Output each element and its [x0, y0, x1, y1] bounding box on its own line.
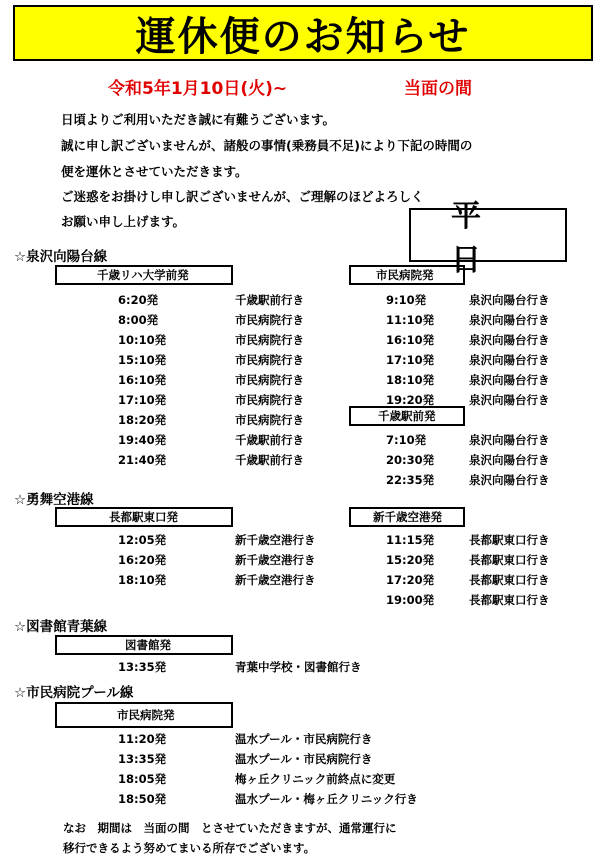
- departure-time: 6:20発: [118, 293, 159, 307]
- destination: 温水プール・梅ヶ丘クリニック行き: [235, 792, 418, 806]
- departure-time: 8:00発: [118, 313, 159, 327]
- date-range: 令和5年1月10日(火)~: [108, 79, 288, 99]
- destination: 温水プール・市民病院行き: [235, 752, 373, 766]
- departure-time: 19:20発: [386, 393, 435, 407]
- stop-header: 新千歳空港発: [349, 507, 465, 527]
- destination: 泉沢向陽台行き: [469, 333, 550, 347]
- destination: 泉沢向陽台行き: [469, 433, 550, 447]
- stop-header: 市民病院発: [55, 702, 233, 728]
- destination: 千歳駅前行き: [235, 453, 304, 467]
- destination: 新千歳空港行き: [235, 573, 316, 587]
- departure-time: 19:40発: [118, 433, 167, 447]
- departure-time: 19:00発: [386, 593, 435, 607]
- departure-time: 10:10発: [118, 333, 167, 347]
- page-title: 運休便のお知らせ: [13, 5, 593, 61]
- departure-time: 15:10発: [118, 353, 167, 367]
- destination: 泉沢向陽台行き: [469, 393, 550, 407]
- departure-time: 18:10発: [386, 373, 435, 387]
- destination: 新千歳空港行き: [235, 533, 316, 547]
- destination: 市民病院行き: [235, 333, 304, 347]
- departure-time: 11:15発: [386, 533, 435, 547]
- departure-time: 18:10発: [118, 573, 167, 587]
- destination: 市民病院行き: [235, 373, 304, 387]
- destination: 市民病院行き: [235, 413, 304, 427]
- day-type-badge: 平日: [409, 208, 567, 262]
- departure-time: 20:30発: [386, 453, 435, 467]
- departure-time: 21:40発: [118, 453, 167, 467]
- departure-time: 22:35発: [386, 473, 435, 487]
- intro-line: お願い申し上げます。: [61, 214, 186, 229]
- destination: 梅ヶ丘クリニック前終点に変更: [235, 772, 396, 786]
- destination: 長都駅東口行き: [469, 533, 550, 547]
- departure-time: 11:20発: [118, 732, 167, 746]
- departure-time: 9:10発: [386, 293, 427, 307]
- destination: 長都駅東口行き: [469, 573, 550, 587]
- period-label: 当面の間: [404, 79, 472, 99]
- departure-time: 17:10発: [118, 393, 167, 407]
- departure-time: 16:10発: [118, 373, 167, 387]
- destination: 温水プール・市民病院行き: [235, 732, 373, 746]
- destination: 長都駅東口行き: [469, 553, 550, 567]
- departure-time: 13:35発: [118, 660, 167, 674]
- intro-line: ご迷惑をお掛けし申し訳ございませんが、ご理解のほどよろしく: [61, 189, 424, 204]
- destination: 千歳駅前行き: [235, 433, 304, 447]
- destination: 長都駅東口行き: [469, 593, 550, 607]
- departure-time: 11:10発: [386, 313, 435, 327]
- destination: 泉沢向陽台行き: [469, 453, 550, 467]
- destination: 泉沢向陽台行き: [469, 373, 550, 387]
- destination: 泉沢向陽台行き: [469, 293, 550, 307]
- departure-time: 17:10発: [386, 353, 435, 367]
- departure-time: 12:05発: [118, 533, 167, 547]
- departure-time: 16:20発: [118, 553, 167, 567]
- destination: 泉沢向陽台行き: [469, 353, 550, 367]
- departure-time: 18:50発: [118, 792, 167, 806]
- departure-time: 13:35発: [118, 752, 167, 766]
- destination: 市民病院行き: [235, 393, 304, 407]
- intro-line: 誠に申し訳ございませんが、諸般の事情(乗務員不足)により下記の時間の: [61, 138, 473, 153]
- stop-header: 千歳駅前発: [349, 406, 465, 426]
- destination: 千歳駅前行き: [235, 293, 304, 307]
- line-title-library: ☆図書館青葉線: [14, 619, 108, 635]
- line-title-izumisawa: ☆泉沢向陽台線: [14, 249, 108, 265]
- footer-note: なお 期間は 当面の間 とさせていただきますが、通常運行に: [63, 821, 397, 835]
- destination: 新千歳空港行き: [235, 553, 316, 567]
- destination: 青葉中学校・図書館行き: [235, 660, 362, 674]
- footer-note: 移行できるよう努めてまいる所存でございます。: [63, 841, 316, 855]
- departure-time: 17:20発: [386, 573, 435, 587]
- stop-header: 長都駅東口発: [55, 507, 233, 527]
- line-title-yufutsu: ☆勇舞空港線: [14, 492, 94, 508]
- departure-time: 18:20発: [118, 413, 167, 427]
- destination: 泉沢向陽台行き: [469, 313, 550, 327]
- stop-header: 市民病院発: [349, 265, 465, 285]
- destination: 市民病院行き: [235, 353, 304, 367]
- line-title-pool: ☆市民病院プール線: [14, 685, 134, 701]
- departure-time: 18:05発: [118, 772, 167, 786]
- departure-time: 15:20発: [386, 553, 435, 567]
- intro-line: 便を運休とさせていただきます。: [61, 164, 248, 179]
- destination: 市民病院行き: [235, 313, 304, 327]
- departure-time: 16:10発: [386, 333, 435, 347]
- destination: 泉沢向陽台行き: [469, 473, 550, 487]
- stop-header: 千歳リハ大学前発: [55, 265, 233, 285]
- intro-line: 日頃よりご利用いただき誠に有難うございます。: [61, 112, 336, 127]
- stop-header: 図書館発: [55, 635, 233, 655]
- departure-time: 7:10発: [386, 433, 427, 447]
